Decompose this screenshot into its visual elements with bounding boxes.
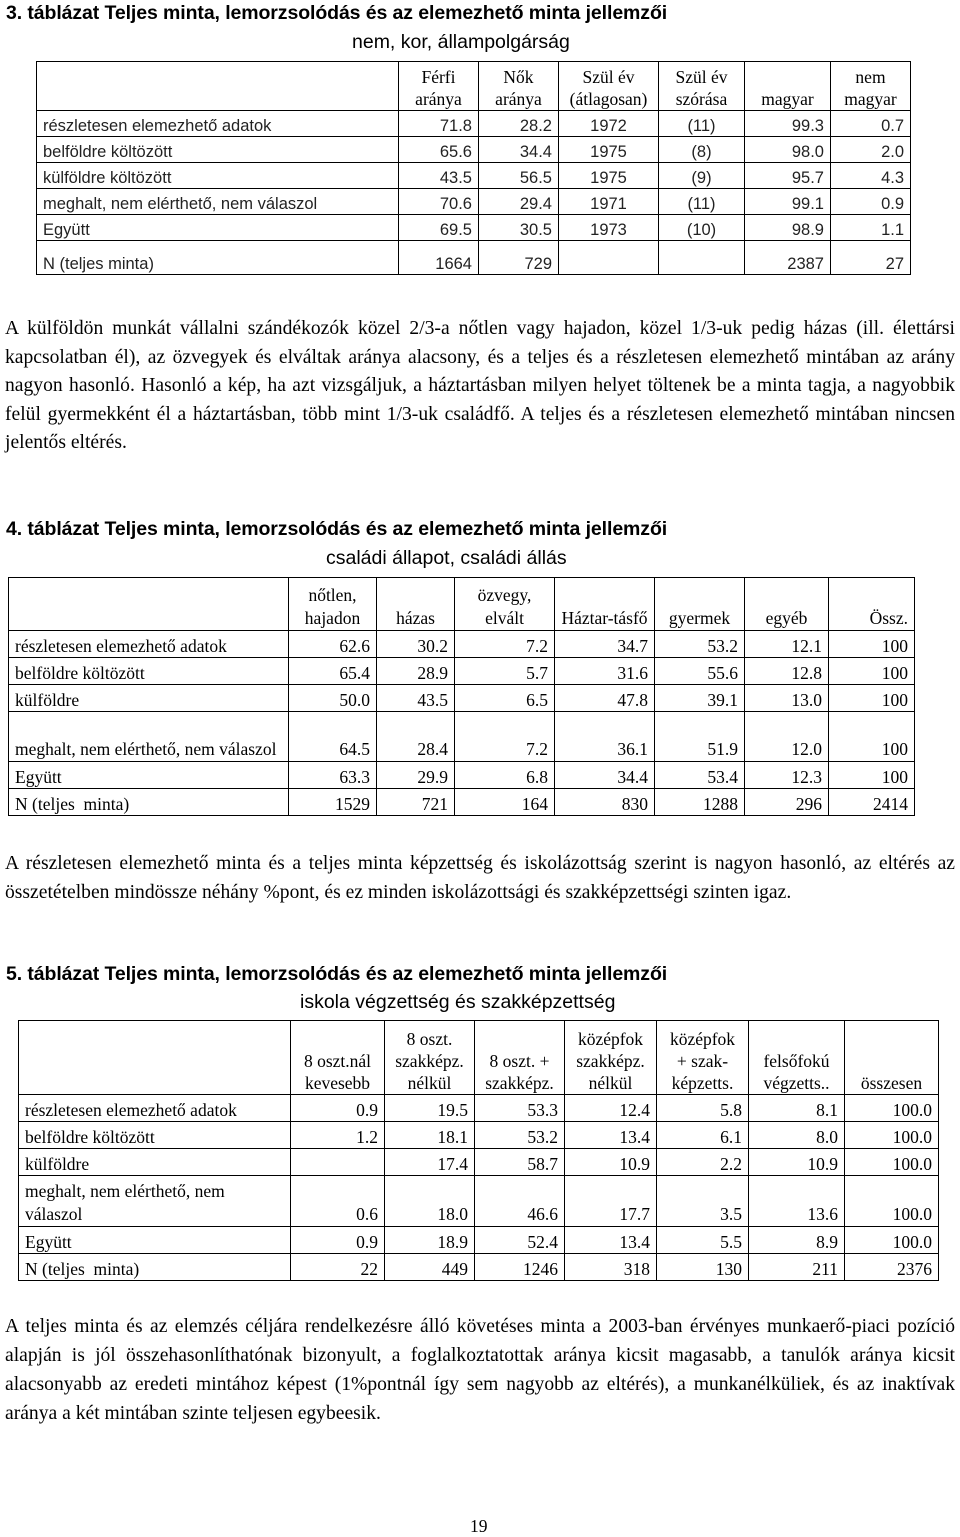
row-label: Együtt [37, 215, 399, 241]
cell: 65.4 [289, 658, 377, 685]
table5-header-cell: összesen [845, 1021, 939, 1095]
cell: (11) [659, 111, 745, 137]
cell: 13.4 [565, 1122, 657, 1149]
paragraph-3: A teljes minta és az elemzés céljára rendelkezésre álló követéses minta a 2003-ban érvényes munkaerő-piaci pozíció alapján is jól összehasonlíthatónak bizonyult, a foglalkoztatottak aránya kicsit magasabb, a tanulók aránya kicsit alacsonyabb az eredeti mintához képest (1%pontnál így sem nagyobb az eltérés), a munkanélküliek, és az inaktívak aránya a két mintában szinte teljesen egybeesik. [5, 1316, 955, 1424]
cell: 1975 [559, 137, 659, 163]
cell: 51.9 [655, 712, 745, 762]
cell: 830 [555, 789, 655, 816]
row-label: meghalt, nem elérthető, nem válaszol [37, 189, 399, 215]
cell: 7.2 [455, 712, 555, 762]
cell: 1664 [399, 241, 479, 275]
cell: 55.6 [655, 658, 745, 685]
table3-header-cell: nem magyar [831, 62, 911, 111]
table3-title: 3. táblázat Teljes minta, lemorzsolódás és az elemezhető minta jellemzői [6, 2, 668, 24]
cell: 12.8 [745, 658, 829, 685]
row-label: külföldre [9, 685, 289, 712]
page-number: 19 [470, 1516, 488, 1536]
table-row [37, 137, 911, 163]
row-label: N (teljes minta) [19, 1254, 291, 1281]
cell: 53.2 [655, 631, 745, 658]
cell: 39.1 [655, 685, 745, 712]
table-row [19, 1176, 939, 1227]
cell: 64.5 [289, 712, 377, 762]
cell: 71.8 [399, 111, 479, 137]
cell: 53.3 [475, 1095, 565, 1122]
table3-header-cell: Szül év (átlagosan) [559, 62, 659, 111]
cell: 2.0 [831, 137, 911, 163]
row-label: meghalt, nem elérthető, nem válaszol [19, 1176, 291, 1227]
cell: 8.1 [749, 1095, 845, 1122]
table4 [8, 577, 915, 816]
cell: 65.6 [399, 137, 479, 163]
cell: 98.0 [745, 137, 831, 163]
cell: 13.6 [749, 1176, 845, 1227]
cell: 46.6 [475, 1176, 565, 1227]
cell: 18.0 [385, 1176, 475, 1227]
cell: 58.7 [475, 1149, 565, 1176]
cell: 29.4 [479, 189, 559, 215]
table-row [37, 111, 911, 137]
row-label: részletesen elemezhető adatok [19, 1095, 291, 1122]
cell: 70.6 [399, 189, 479, 215]
table3-header-row [37, 62, 911, 111]
cell: (11) [659, 189, 745, 215]
row-label: Együtt [19, 1227, 291, 1254]
table5-header-cell [19, 1021, 291, 1095]
cell: 1.2 [291, 1122, 385, 1149]
cell: 5.5 [657, 1227, 749, 1254]
paragraph-2: A részletesen elemezhető minta és a teljes minta képzettség és iskolázottság szerint is nagyon hasonló, az eltérés az összetételben mindössze néhány %pont, és ez minden iskolázottsági és szakképzettségi szinten igaz. [5, 853, 955, 903]
table-row [19, 1122, 939, 1149]
table4-header-cell: Háztar-tásfő [555, 578, 655, 631]
table4-header-cell: Össz. [829, 578, 915, 631]
cell: 6.5 [455, 685, 555, 712]
row-label: N (teljes minta) [37, 241, 399, 275]
row-label: belföldre költözött [19, 1122, 291, 1149]
cell: 43.5 [399, 163, 479, 189]
cell: 99.3 [745, 111, 831, 137]
cell: 95.7 [745, 163, 831, 189]
cell: 52.4 [475, 1227, 565, 1254]
table3-header-cell: Férfi aránya [399, 62, 479, 111]
cell: 1975 [559, 163, 659, 189]
cell: 4.3 [831, 163, 911, 189]
cell: 100 [829, 712, 915, 762]
cell: 28.9 [377, 658, 455, 685]
cell: 29.9 [377, 762, 455, 789]
cell: 1246 [475, 1254, 565, 1281]
table5-subtitle: iskola végzettség és szakképzettség [300, 991, 616, 1013]
cell: 10.9 [565, 1149, 657, 1176]
cell: 69.5 [399, 215, 479, 241]
cell: 43.5 [377, 685, 455, 712]
table4-header-row [9, 578, 915, 631]
table3 [36, 61, 911, 275]
row-label: belföldre költözött [37, 137, 399, 163]
cell: 56.5 [479, 163, 559, 189]
table5-header-cell: középfok + szak-képzetts. [657, 1021, 749, 1095]
table4-header-cell: egyéb [745, 578, 829, 631]
table-row [37, 163, 911, 189]
cell: 53.4 [655, 762, 745, 789]
cell: 5.7 [455, 658, 555, 685]
cell: 53.2 [475, 1122, 565, 1149]
row-label: külföldre költözött [37, 163, 399, 189]
cell: 28.4 [377, 712, 455, 762]
cell: 6.8 [455, 762, 555, 789]
cell: 100 [829, 762, 915, 789]
table4-header-cell: nőtlen, hajadon [289, 578, 377, 631]
cell: 13.4 [565, 1227, 657, 1254]
table-row [19, 1254, 939, 1281]
cell: 19.5 [385, 1095, 475, 1122]
cell: 100.0 [845, 1149, 939, 1176]
table5 [18, 1020, 939, 1281]
table-row [19, 1149, 939, 1176]
cell: 12.1 [745, 631, 829, 658]
row-label: N (teljes minta) [9, 789, 289, 816]
table-row [9, 712, 915, 762]
cell: 0.9 [291, 1095, 385, 1122]
table5-header-cell: 8 oszt. + szakképz. [475, 1021, 565, 1095]
cell: 62.6 [289, 631, 377, 658]
table-row [37, 189, 911, 215]
table-row [19, 1095, 939, 1122]
table3-header-cell [37, 62, 399, 111]
table-row [9, 789, 915, 816]
table5-header-cell: 8 oszt.nál kevesebb [291, 1021, 385, 1095]
cell [559, 241, 659, 275]
cell: 36.1 [555, 712, 655, 762]
row-label: meghalt, nem elérthető, nem válaszol [9, 712, 289, 762]
table4-subtitle: családi állapot, családi állás [326, 547, 567, 569]
cell: 18.1 [385, 1122, 475, 1149]
table-row [37, 241, 911, 275]
table5-header-cell: felsőfokú végzetts.. [749, 1021, 845, 1095]
cell [659, 241, 745, 275]
row-label: külföldre [19, 1149, 291, 1176]
table5-header-cell: középfok szakképz. nélkül [565, 1021, 657, 1095]
cell: 50.0 [289, 685, 377, 712]
cell: (9) [659, 163, 745, 189]
cell: 2414 [829, 789, 915, 816]
row-label: részletesen elemezhető adatok [9, 631, 289, 658]
cell: 3.5 [657, 1176, 749, 1227]
cell: 8.0 [749, 1122, 845, 1149]
table3-header-cell: magyar [745, 62, 831, 111]
table-row [9, 631, 915, 658]
cell: 0.9 [291, 1227, 385, 1254]
cell: (8) [659, 137, 745, 163]
table-row [9, 762, 915, 789]
row-label: részletesen elemezhető adatok [37, 111, 399, 137]
cell: 34.7 [555, 631, 655, 658]
table4-header-cell: özvegy, elvált [455, 578, 555, 631]
cell [291, 1149, 385, 1176]
cell: 31.6 [555, 658, 655, 685]
cell: 1973 [559, 215, 659, 241]
table5-header-row [19, 1021, 939, 1095]
cell: 17.7 [565, 1176, 657, 1227]
cell: 2.2 [657, 1149, 749, 1176]
cell: 8.9 [749, 1227, 845, 1254]
cell: 296 [745, 789, 829, 816]
row-label: belföldre költözött [9, 658, 289, 685]
cell: 130 [657, 1254, 749, 1281]
row-label: Együtt [9, 762, 289, 789]
table5-title: 5. táblázat Teljes minta, lemorzsolódás és az elemezhető minta jellemzői [6, 963, 668, 985]
cell: 98.9 [745, 215, 831, 241]
cell: 7.2 [455, 631, 555, 658]
table5-header-cell: 8 oszt. szakképz. nélkül [385, 1021, 475, 1095]
cell: 318 [565, 1254, 657, 1281]
table4-header-cell: gyermek [655, 578, 745, 631]
cell: 100.0 [845, 1227, 939, 1254]
cell: 729 [479, 241, 559, 275]
cell: 28.2 [479, 111, 559, 137]
cell: 34.4 [555, 762, 655, 789]
table3-header-cell: Nők aránya [479, 62, 559, 111]
cell: 2376 [845, 1254, 939, 1281]
cell: 100.0 [845, 1095, 939, 1122]
cell: 30.2 [377, 631, 455, 658]
cell: 1971 [559, 189, 659, 215]
cell: 12.4 [565, 1095, 657, 1122]
cell: 1.1 [831, 215, 911, 241]
table-row [37, 215, 911, 241]
cell: 0.7 [831, 111, 911, 137]
cell: 10.9 [749, 1149, 845, 1176]
cell: 100.0 [845, 1122, 939, 1149]
cell: 721 [377, 789, 455, 816]
table-row [9, 685, 915, 712]
cell: 0.9 [831, 189, 911, 215]
cell: 1288 [655, 789, 745, 816]
cell: 30.5 [479, 215, 559, 241]
cell: 100 [829, 631, 915, 658]
cell: 449 [385, 1254, 475, 1281]
cell: 1972 [559, 111, 659, 137]
cell: 164 [455, 789, 555, 816]
table3-subtitle: nem, kor, állampolgárság [352, 31, 570, 53]
cell: 63.3 [289, 762, 377, 789]
cell: 5.8 [657, 1095, 749, 1122]
cell: 22 [291, 1254, 385, 1281]
cell: 99.1 [745, 189, 831, 215]
cell: 1529 [289, 789, 377, 816]
cell: 100 [829, 658, 915, 685]
table4-title: 4. táblázat Teljes minta, lemorzsolódás és az elemezhető minta jellemzői [6, 518, 668, 540]
cell: 47.8 [555, 685, 655, 712]
paragraph-1: A külföldön munkát vállalni szándékozók közel 2/3-a nőtlen vagy hajadon, közel 1/3-uk pedig házas (ill. élettársi kapcsolatban él), az özvegyek és elváltak aránya alacsony, és a teljes és a részletesen elemezhető mintában az arány nagyon hasonló. Hasonló a kép, ha azt vizsgáljuk, a háztartásban milyen helyet töltenek be a minta tagja, a nagyobbik felül gyermekként él a háztartásban, több mint 1/3-uk családfő. A teljes és a részletesen elemezhető mintában nincsen jelentős eltérés. [5, 318, 955, 453]
cell: (10) [659, 215, 745, 241]
cell: 100 [829, 685, 915, 712]
cell: 27 [831, 241, 911, 275]
table4-header-cell: házas [377, 578, 455, 631]
cell: 17.4 [385, 1149, 475, 1176]
cell: 6.1 [657, 1122, 749, 1149]
cell: 13.0 [745, 685, 829, 712]
cell: 211 [749, 1254, 845, 1281]
cell: 100.0 [845, 1176, 939, 1227]
table-row [19, 1227, 939, 1254]
cell: 34.4 [479, 137, 559, 163]
cell: 12.0 [745, 712, 829, 762]
table4-header-cell [9, 578, 289, 631]
cell: 12.3 [745, 762, 829, 789]
cell: 18.9 [385, 1227, 475, 1254]
table3-header-cell: Szül év szórása [659, 62, 745, 111]
cell: 2387 [745, 241, 831, 275]
cell: 0.6 [291, 1176, 385, 1227]
table-row [9, 658, 915, 685]
